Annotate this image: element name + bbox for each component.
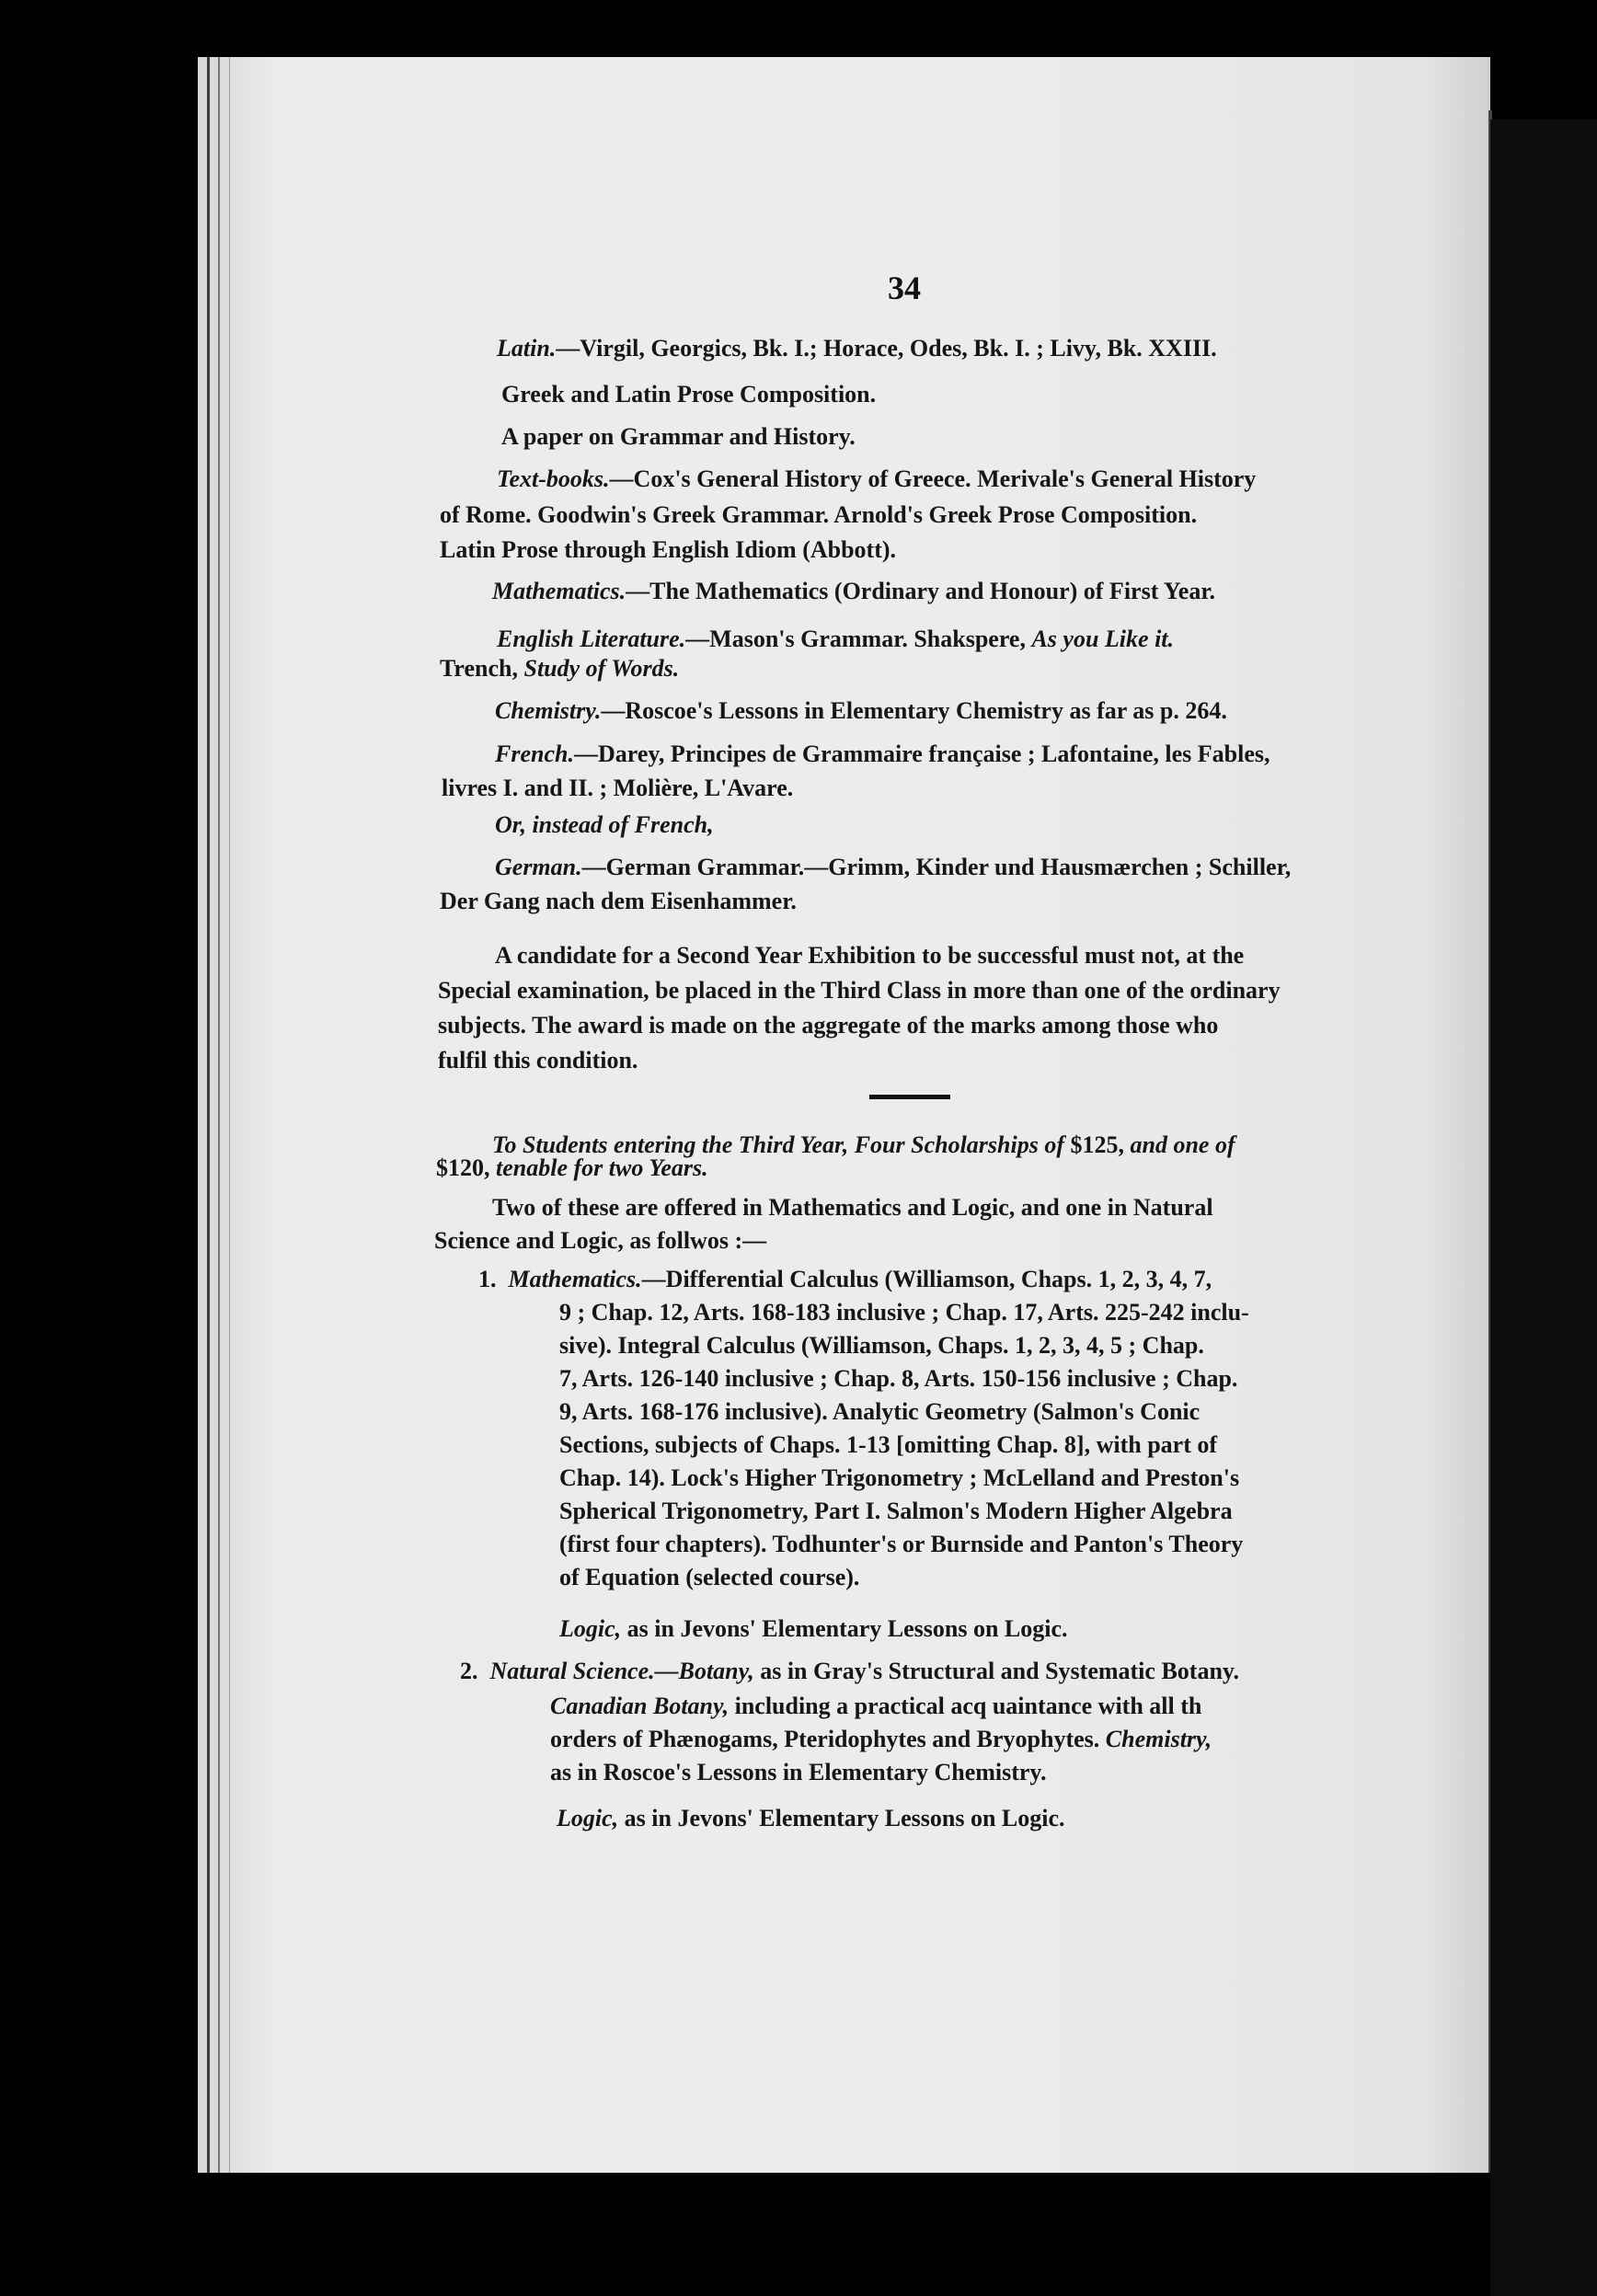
text-line [495,740,1270,768]
text-line: Greek and Latin Prose Composition. [501,381,877,408]
subject-text: —Cox's General History of Greece. Merivale's General History [609,465,1257,492]
text-line: of Equation (selected course). [559,1564,860,1590]
text-line [478,1266,1212,1293]
subject-label: Mathematics. [492,578,626,604]
text-line: A paper on Grammar and History. [501,423,856,450]
text-line [497,626,1174,653]
subject-label: Natural Science.—Botany, [489,1658,754,1684]
subject-text: as in Jevons' Elementary Lessons on Logic. [621,1615,1068,1642]
subject-label: French. [495,740,574,767]
subject-text: —Differential Calculus (Williamson, Chaps. 1, 2, 3, 4, 7, [641,1266,1212,1292]
subject-text: including a practical acq uaintance with all th [729,1693,1202,1719]
text-line: Special examination, be placed in the Third Class in more than one of the ordinary [438,977,1281,1004]
text-line [497,465,1256,493]
book-title: Study of Words. [523,655,680,682]
heading-text: To Students entering the Third Year, Four Scholarships of [492,1131,1071,1158]
text-line [495,697,1227,725]
text-line: Latin Prose through English Idiom (Abbott). [440,536,897,563]
subject-label: Logic, [559,1615,622,1642]
text-line [495,854,1291,881]
text-line [436,1154,708,1182]
text-line: sive). Integral Calculus (Williamson, Chaps. 1, 2, 3, 4, 5 ; Chap. [559,1332,1204,1359]
text-line: of Rome. Goodwin's Greek Grammar. Arnold's Greek Prose Composition. [440,501,1198,528]
amount: $120, [436,1154,490,1181]
subject-text: —Virgil, Georgics, Bk. I.; Horace, Odes, Bk. I. ; Livy, Bk. XXIII. [556,335,1217,362]
text-line: Chap. 14). Lock's Higher Trigonometry ; McLelland and Preston's [559,1464,1240,1491]
amount: $125, [1070,1131,1125,1158]
dark-margin-bottom [198,2173,1490,2296]
subject-label: Chemistry, [1105,1726,1212,1752]
text-line: subjects. The award is made on the aggregate of the marks among those who [438,1012,1219,1039]
text-line: Sections, subjects of Chaps. 1-13 [omitting Chap. 8], with part of [559,1431,1218,1458]
text-line: livres I. and II. ; Molière, L'Avare. [442,775,794,801]
subject-text: —The Mathematics (Ordinary and Honour) of First Year. [626,578,1215,604]
subject-text: —Darey, Principes de Grammaire française ; Lafontaine, les Fables, [573,740,1270,767]
page-edge-line [218,57,220,2173]
text-line [550,1693,1201,1720]
text-line: Science and Logic, as follwos :— [434,1227,767,1254]
section-divider [869,1095,950,1099]
text-line [559,1615,1068,1643]
document-page [198,57,1490,2173]
text-line: fulfil this condition. [438,1047,638,1073]
book-title: As you Like it. [1031,626,1175,652]
subject-label: Latin. [497,335,557,362]
subject-text: —Roscoe's Lessons in Elementary Chemistry as far as p. 264. [601,697,1227,724]
text-line: Spherical Trigonometry, Part I. Salmon's Modern Higher Algebra [559,1498,1233,1524]
text-line: (first four chapters). Todhunter's or Burnside and Panton's Theory [559,1531,1244,1557]
subject-label: German. [495,854,582,880]
text-line: 9 ; Chap. 12, Arts. 168-183 inclusive ; Chap. 17, Arts. 225-242 inclu- [559,1299,1249,1326]
list-number: 2. [460,1658,478,1684]
text-line: as in Roscoe's Lessons in Elementary Chemistry. [550,1759,1047,1785]
page-number: 34 [888,270,921,306]
heading-text: and one of [1124,1131,1235,1158]
text-line: Der Gang nach dem Eisenhammer. [440,888,797,914]
text-line [460,1658,1239,1685]
subject-label: Mathematics. [508,1266,642,1292]
subject-text: as in Gray's Structural and Systematic Botany. [753,1658,1239,1684]
subject-text: —Mason's Grammar. Shakspere, [685,626,1032,652]
list-number: 1. [478,1266,497,1292]
text-line [550,1726,1212,1753]
subject-text: Trench, [440,655,524,682]
subject-label: Chemistry. [495,697,602,724]
subject-text: as in Jevons' Elementary Lessons on Logic. [618,1805,1065,1831]
subject-label: Canadian Botany, [550,1693,730,1719]
text-line [497,335,1217,362]
subject-label: Logic, [557,1805,619,1831]
subject-text: orders of Phænogams, Pteridophytes and Bryophytes. [550,1726,1106,1752]
subject-label: Text-books. [497,465,610,492]
page-edge-line [207,57,210,2173]
subject-text: —German Grammar.—Grimm, Kinder und Hausmærchen ; Schiller, [581,854,1292,880]
text-line [492,578,1215,605]
text-line: 7, Arts. 126-140 inclusive ; Chap. 8, Arts. 150-156 inclusive ; Chap. [559,1365,1238,1392]
text-line: A candidate for a Second Year Exhibition to be successful must not, at the [495,942,1245,969]
subject-label: English Literature. [497,626,686,652]
dark-margin-right [1490,120,1597,2296]
text-line [440,655,679,683]
heading-text: tenable for two Years. [489,1154,708,1181]
text-line: Two of these are offered in Mathematics and Logic, and one in Natural [492,1194,1213,1221]
text-line: Or, instead of French, [495,811,714,838]
page-edge-line [229,57,230,2173]
text-line [557,1805,1065,1832]
text-line: 9, Arts. 168-176 inclusive). Analytic Geometry (Salmon's Conic [559,1398,1201,1425]
